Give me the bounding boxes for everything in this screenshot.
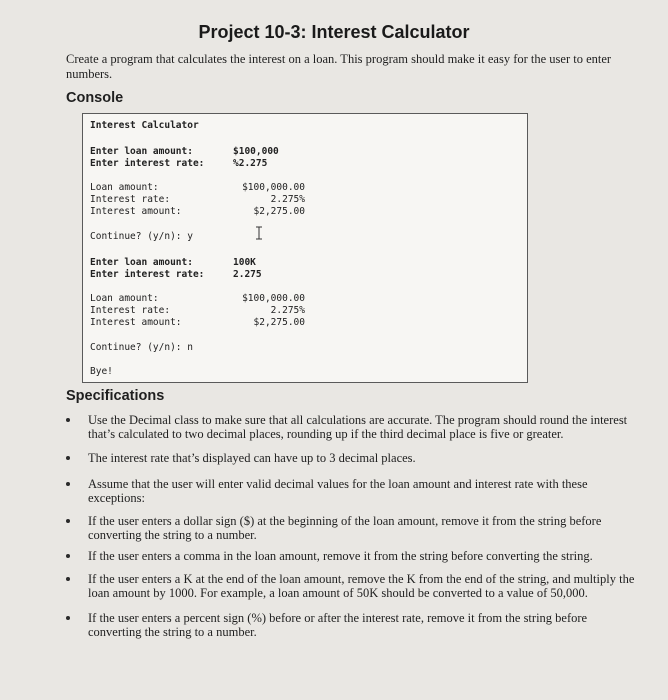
run2-interest-value: $2,275.00: [253, 317, 305, 328]
specifications-heading: Specifications: [66, 388, 165, 404]
run2-input-rate: 2.275: [233, 269, 262, 280]
run1-interest-label: Interest amount:: [90, 206, 182, 217]
run1-prompt-amount: Enter loan amount:: [90, 146, 193, 157]
run1-continue-prompt: Continue? (y/n): y: [90, 231, 193, 242]
run1-input-rate: %2.275: [233, 158, 268, 169]
bullet-icon: [66, 577, 70, 581]
bullet-icon: [66, 519, 70, 523]
run2-continue-prompt: Continue? (y/n): n: [90, 342, 193, 353]
run1-prompt-rate: Enter interest rate:: [90, 158, 205, 169]
spec-item: Use the Decimal class to make sure that all calculations are accurate. The program should round the interest that’s calculated to two decimal places, rounding up if the third decimal place is five or greater.: [66, 413, 636, 441]
page-title: Project 10-3: Interest Calculator: [198, 22, 470, 42]
bullet-icon: [66, 554, 70, 558]
bullet-icon: [66, 616, 70, 620]
intro-paragraph: Create a program that calculates the interest on a loan. This program should make it easy for the user to enter numbers.: [66, 52, 612, 81]
run2-loan-label: Loan amount:: [90, 293, 159, 304]
run2-interest-label: Interest amount:: [90, 317, 182, 328]
spec-item: If the user enters a dollar sign ($) at the beginning of the loan amount, remove it from the string before converting the string to a number.: [66, 514, 636, 542]
bullet-icon: [66, 482, 70, 486]
run1-input-amount: $100,000: [233, 146, 279, 157]
run2-prompt-rate: Enter interest rate:: [90, 269, 205, 280]
run1-loan-value: $100,000.00: [242, 182, 305, 193]
spec-item: Assume that the user will enter valid decimal values for the loan amount and interest rate with these exceptions:: [66, 477, 636, 505]
spec-item: If the user enters a percent sign (%) before or after the interest rate, remove it from the string before converting the string to a number.: [66, 611, 636, 639]
run1-rate-label: Interest rate:: [90, 194, 171, 205]
bullet-icon: [66, 456, 70, 460]
run2-input-amount: 100K: [233, 257, 256, 268]
run2-rate-label: Interest rate:: [90, 305, 171, 316]
spec-item: If the user enters a comma in the loan amount, remove it from the string before converting the string.: [66, 549, 636, 563]
console-output-box: [82, 113, 528, 383]
run1-interest-value: $2,275.00: [253, 206, 305, 217]
run2-loan-value: $100,000.00: [242, 293, 305, 304]
run2-rate-value: 2.275%: [270, 305, 305, 316]
run1-rate-value: 2.275%: [270, 194, 305, 205]
console-bye: Bye!: [90, 366, 113, 377]
text-cursor-icon: [255, 226, 263, 240]
spec-item: The interest rate that’s displayed can have up to 3 decimal places.: [66, 451, 636, 465]
bullet-icon: [66, 418, 70, 422]
run2-prompt-amount: Enter loan amount:: [90, 257, 193, 268]
run1-loan-label: Loan amount:: [90, 182, 159, 193]
spec-item: If the user enters a K at the end of the loan amount, remove the K from the end of the string, and multiply the loan amount by 1000. For example, a loan amount of 50K should be converted to a value of 50,000.: [66, 572, 636, 600]
specifications-list: [66, 413, 636, 639]
console-header: Interest Calculator: [90, 120, 199, 131]
console-heading: Console: [66, 90, 124, 106]
